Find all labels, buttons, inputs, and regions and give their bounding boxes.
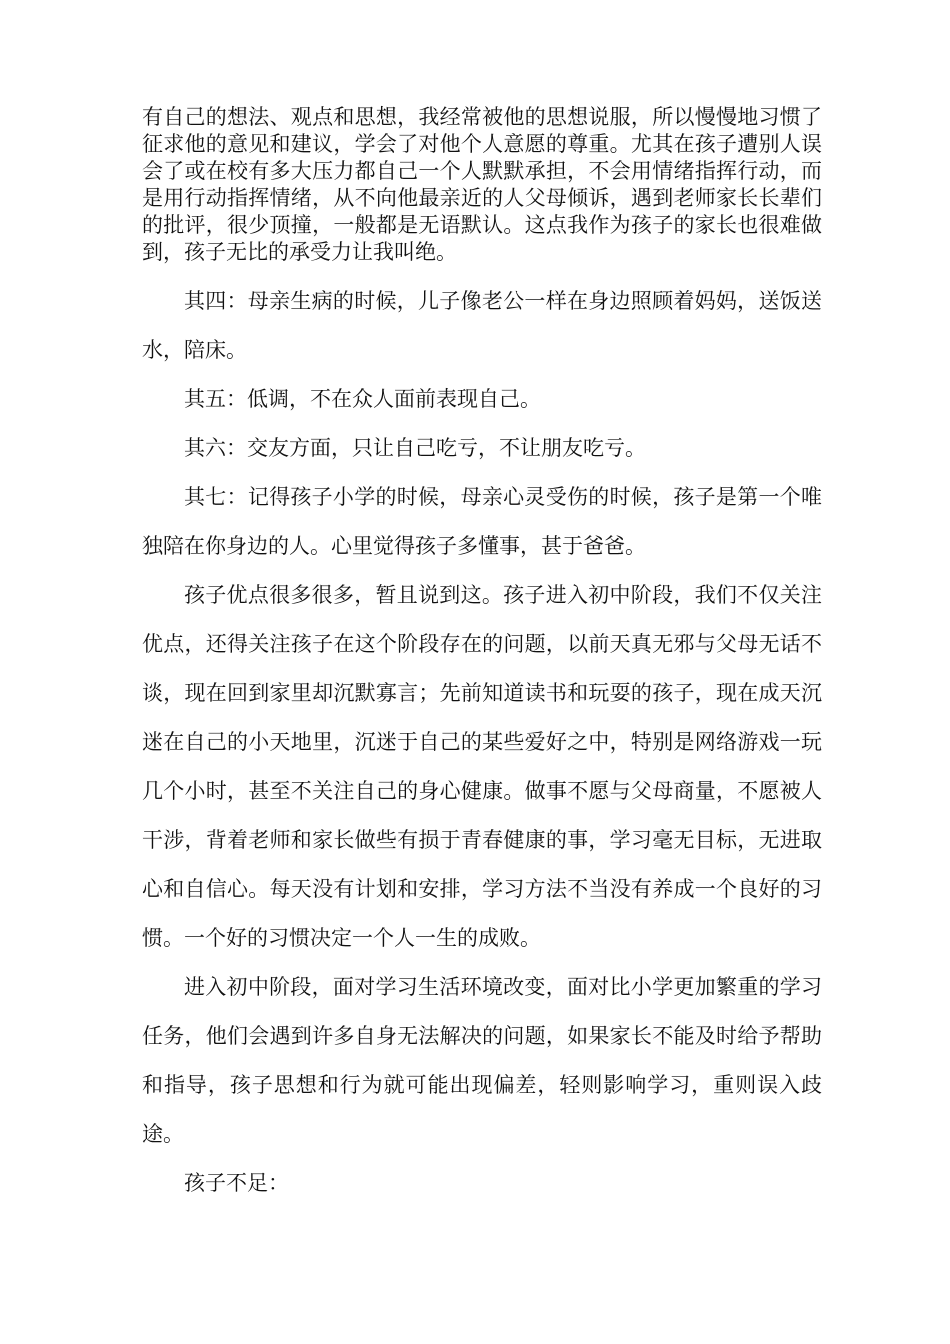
paragraph-point-seven: 其七：记得孩子小学的时候，母亲心灵受伤的时候，孩子是第一个唯独陪在你身边的人。心里觉得孩子多懂事，甚于爸爸。 xyxy=(142,485,822,558)
paragraph-point-four: 其四：母亲生病的时候，儿子像老公一样在身边照顾着妈妈，送饭送水，陪床。 xyxy=(142,289,822,362)
document-page xyxy=(142,104,822,1208)
paragraph-point-six: 其六：交友方面，只让自己吃亏，不让朋友吃亏。 xyxy=(184,436,646,460)
paragraph-middle-school: 进入初中阶段，面对学习生活环境改变，面对比小学更加繁重的学习任务，他们会遇到许多自身无法解决的问题，如果家长不能及时给予帮助和指导，孩子思想和行为就可能出现偏差，轻则影响学习，重则误入歧途。 xyxy=(142,975,822,1146)
paragraph-continued: 有自己的想法、观点和思想，我经常被他的思想说服，所以慢慢地习惯了征求他的意见和建议，学会了对他个人意愿的尊重。尤其在孩子遭别人误会了或在校有多大压力都自己一个人默默承担，不会用情绪指挥行动，而是用行动指挥情绪，从不向他最亲近的人父母倾诉，遇到老师家长长辈们的批评，很少顶撞，一般都是无语默认。这点我作为孩子的家长也很难做到，孩子无比的承受力让我叫绝。 xyxy=(142,105,822,264)
paragraph-shortcomings-heading: 孩子不足： xyxy=(184,1171,289,1195)
paragraph-point-five: 其五：低调，不在众人面前表现自己。 xyxy=(184,387,541,411)
paragraph-strengths-summary: 孩子优点很多很多，暂且说到这。孩子进入初中阶段，我们不仅关注优点，还得关注孩子在这个阶段存在的问题，以前天真无邪与父母无话不谈，现在回到家里却沉默寡言；先前知道读书和玩耍的孩子，现在成天沉迷在自己的小天地里，沉迷于自己的某些爱好之中，特别是网络游戏一玩几个小时，甚至不关注自己的身心健康。做事不愿与父母商量，不愿被人干涉，背着老师和家长做些有损于青春健康的事，学习毫无目标，无进取心和自信心。每天没有计划和安排，学习方法不当没有养成一个良好的习惯。一个好的习惯决定一个人一生的成败。 xyxy=(142,583,822,950)
